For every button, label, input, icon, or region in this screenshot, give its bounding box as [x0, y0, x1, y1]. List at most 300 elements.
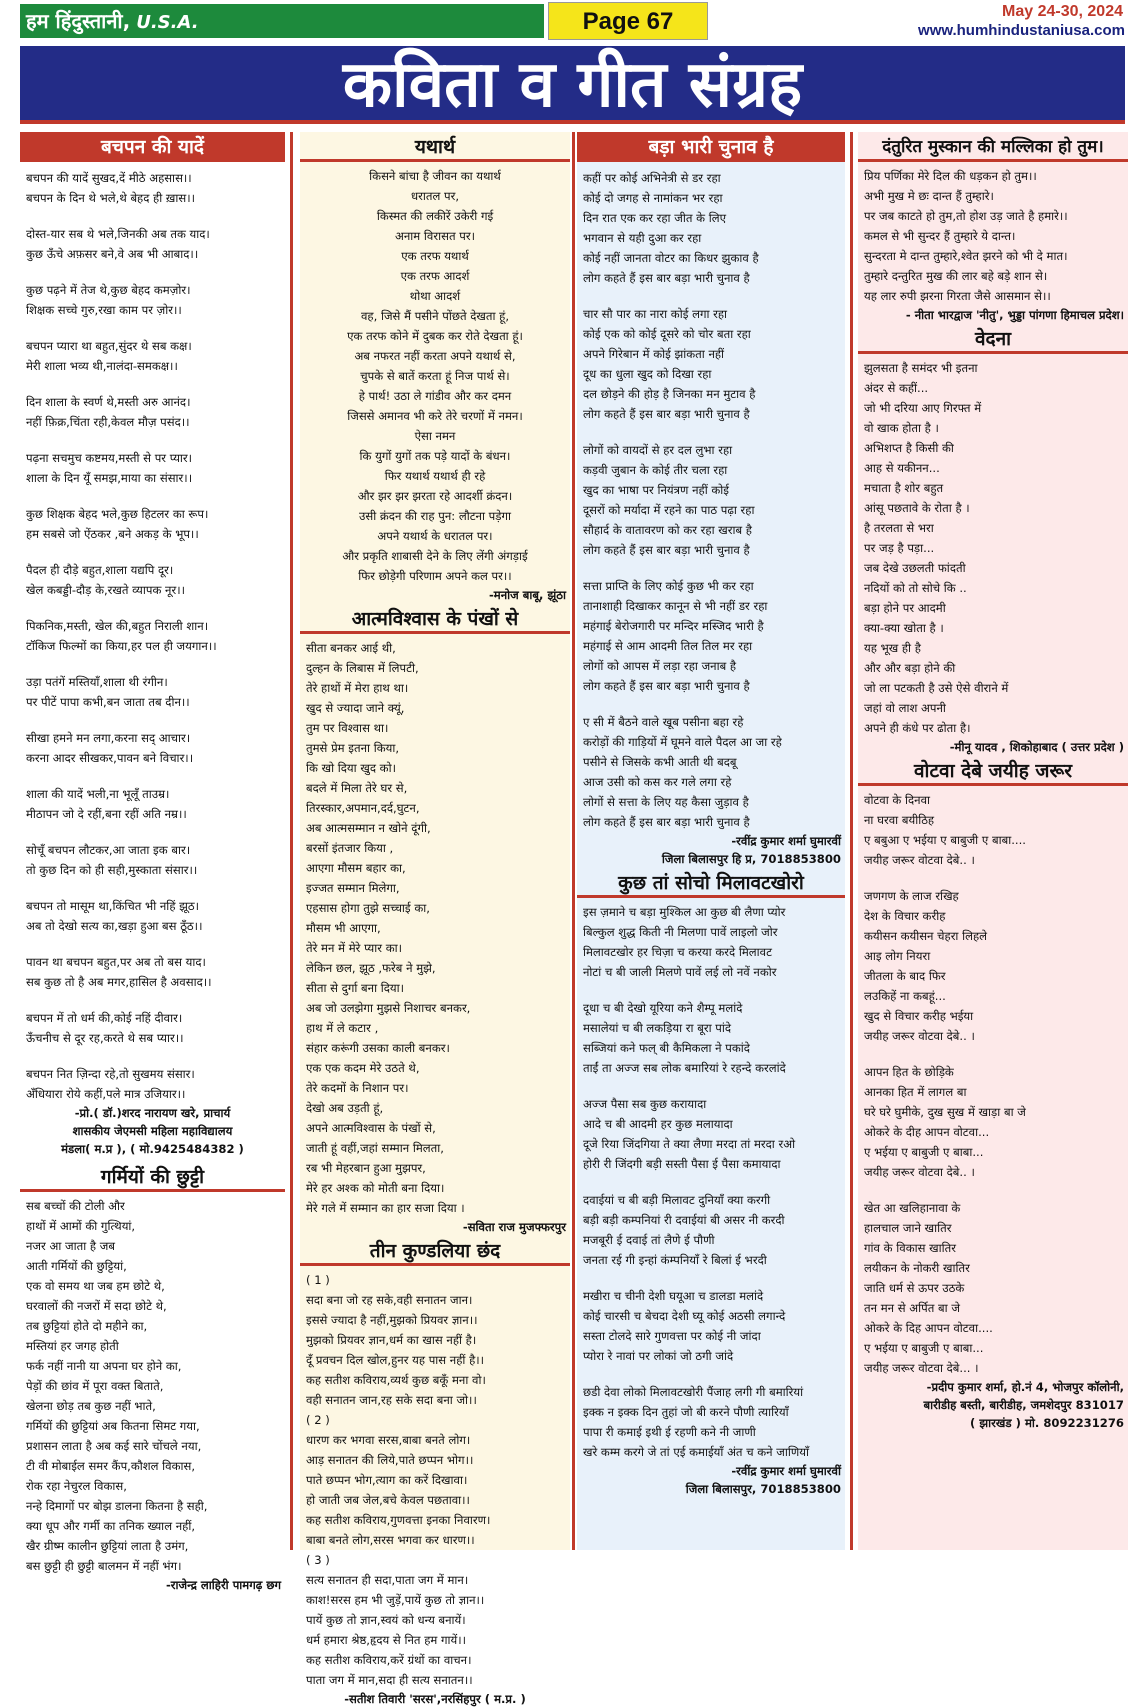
poem-line: बड़ा होने पर आदमी	[864, 601, 946, 615]
poem-line: वो खाक होता है ।	[864, 421, 939, 435]
poem-line: पर जड़ है पड़ा...	[864, 541, 935, 555]
poem-line: नन्हे दिमागों पर बोझ डालना कितना है सही,	[26, 1499, 208, 1513]
poem-line	[26, 600, 279, 616]
poem-line: आती गर्मियों की छुट्टियां,	[26, 1259, 127, 1273]
poem-line: नोटां च बी जाली मिलणे पावें लई लो नवें नकोर	[583, 965, 777, 979]
poem-line: यह लार रुपी झरना गिरता जैसे आसमान से।।	[864, 289, 1051, 303]
poem-line: लोग कहते हैं इस बार बड़ा भारी चुनाव है	[583, 815, 750, 829]
poem-author	[300, 1690, 570, 1708]
poem-line: जयीह जरूर वोटवा देबे.. ।	[864, 1029, 975, 1043]
poem-line: ऊँचनीच से दूर रह,करते थे सब प्यार।।	[26, 1031, 184, 1045]
poem-line: जाति धर्म से ऊपर उठके	[864, 1281, 965, 1295]
poem-author	[577, 832, 845, 868]
poem-line: मस्तियां हर जगह होती	[26, 1339, 119, 1353]
poem-line: देखो अब उड़ती हूं,	[306, 1101, 384, 1115]
poem-line	[26, 488, 279, 504]
poem-line: दूँ प्रवचन दिल खोल,हुनर यह पास नहीं है।।	[306, 1353, 485, 1367]
author-line: मंडला( म.प्र ), ( मो.9425484382 )	[61, 1142, 244, 1156]
poem-line: टॉकिज फिल्मों का किया,हर पल ही जयगान।।	[26, 639, 217, 653]
masthead	[20, 4, 544, 38]
poem-line: ऐसा नमन	[414, 429, 456, 443]
poem-line: इज्जत सम्मान मिलेगा,	[306, 881, 400, 895]
poem-line: कमल से भी सुन्दर हैं तुम्हारे ये दान्त।	[864, 229, 1016, 243]
poem-line: मजबूरी ई दवाई तां लैणे ई पौणी	[583, 1233, 715, 1247]
poem-line: करना आदर सीखकर,पावन बने विचार।।	[26, 751, 194, 765]
column-divider	[850, 132, 853, 1550]
author-line: -मीनू यादव , शिकोहाबाद ( उत्तर प्रदेश )	[949, 740, 1124, 754]
poem-line: मुझको प्रियवर ज्ञान,धर्म का खास नहीं है।	[306, 1333, 477, 1347]
poem-line	[26, 712, 279, 728]
poem-line: दिन रात एक कर रहा जीत के लिए	[583, 211, 726, 225]
poem-line: कोई नहीं जानता वोटर का किधर झुकाव है	[583, 251, 759, 265]
poem-line: सीता बनकर आई थी,	[306, 641, 396, 655]
poem-line: पाते छप्पन भोग,त्याग का करें दिखावा।	[306, 1473, 468, 1487]
poem-author	[577, 1462, 845, 1498]
poem-line: पसीने से जिसके कभी आती थी बदबू	[583, 755, 737, 769]
poem-author	[858, 1378, 1128, 1432]
poem-line: जहां वो लाश अपनी	[864, 701, 946, 715]
poem-line: अपने गिरेबान में कोई झांकता नहीं	[583, 347, 725, 361]
poem-line: जो ला पटकती है उसे ऐसे वीराने में	[864, 681, 1009, 695]
poem-line: ताईं ता अज्ज सब लोक बमारियां रे रहन्दे करलांदे	[583, 1061, 786, 1075]
poem-author	[20, 1576, 285, 1594]
poem-line: है तरलता से भरा	[864, 521, 934, 535]
poem-line: कयीसन कयीसन चेहरा लिहले	[864, 929, 988, 943]
poem-line: देश के विचार करीह	[864, 909, 946, 923]
poem-line: दुल्हन के लिबास में लिपटी,	[306, 661, 419, 675]
poem-line: दोस्त-यार सब थे भले,जिनकी अब तक याद।	[26, 227, 210, 241]
poem-line: आदे च बी आदमी हर कुछ मलायादा	[583, 1117, 733, 1131]
poem-author	[20, 1104, 285, 1158]
poem-line: पिकनिक,मस्ती, खेल की,बहुत निराली शान।	[26, 619, 209, 633]
poem-line: मेरे हर अश्क को मोती बना दिया।	[306, 1181, 445, 1195]
poem-line: सत्य सनातन ही सदा,पाता जग में मान।	[306, 1573, 469, 1587]
poem-line: अब आत्मसम्मान न खोने दूंगी,	[306, 821, 431, 835]
poem-line: कुछ पढ़ने में तेज थे,कुछ बेहद कमज़ोर।	[26, 283, 191, 297]
poem-line: ओकरे के दिह आपन वोटवा....	[864, 1321, 993, 1335]
poem-line	[26, 936, 279, 952]
poem-title: दंतुरित मुस्कान की मल्लिका हो तुम।	[858, 132, 1128, 162]
poem-line: हालचाल जाने खातिर	[864, 1221, 952, 1235]
poem-line: बाबा बनते लोग,सरस भगवा कर धारण।।	[306, 1533, 475, 1547]
column-4	[858, 132, 1128, 1550]
poem-line: धारण कर भगवा सरस,बाबा बनते लोग।	[306, 1433, 471, 1447]
poem-line: अँधियारा रोये कहीं,पले मात्र उजियार।।	[26, 1087, 186, 1101]
author-line: -प्रो.( डॉ.)शरद नारायण खरे, प्राचार्य	[74, 1106, 231, 1120]
poem-line: झुलसता है समंदर भी इतना	[864, 361, 978, 375]
poem-line: संहार करूंगी उसका काली बनकर।	[306, 1041, 450, 1055]
poem-line	[26, 320, 279, 336]
poem-line: बचपन के दिन थे भले,थे बेहद ही ख़ास।।	[26, 191, 196, 205]
poem-line: वह, जिसे मैं पसीने पोंछते देखता हूं,	[360, 309, 510, 323]
poem-line: थोथा आदर्श	[409, 289, 461, 303]
poem-line: प्रशासन लाता है अब कई सारे चोंचले नया,	[26, 1439, 202, 1453]
poem-line: पर जब काटते हो तुम,तो होश उड़ जाते है हमारे।।	[864, 209, 1068, 223]
author-line: -रवींद्र कुमार शर्मा घुमारवीं	[731, 1464, 841, 1478]
poem-line: तिरस्कार,अपमान,दर्द,घुटन,	[306, 801, 420, 815]
poem-line	[864, 1046, 1122, 1062]
poem-line	[583, 1078, 839, 1094]
poem-line: दूध का धुला खुद को दिखा रहा	[583, 367, 712, 381]
poem-author	[858, 738, 1128, 756]
poem-body	[577, 902, 845, 1462]
poem-line: मेरे गले में सम्मान का हार सजा दिया ।	[306, 1201, 465, 1215]
poem-line: ( 1 )	[306, 1273, 330, 1287]
poem-line	[26, 432, 279, 448]
poem-line: ( 2 )	[306, 1413, 330, 1427]
poem-line: सब बच्चों की टोली और	[26, 1199, 125, 1213]
poem-line: महंगाई बेरोजगारी पर मन्दिर मस्जिद भारी है	[583, 619, 764, 633]
poem-line: बिल्कुल शुद्ध किती नी मिलणा पावें लाइलो जोर	[583, 925, 778, 939]
poem-line: बदले में मिला तेरे घर से,	[306, 781, 408, 795]
poem-line: होरी री जिंदगी बड़ी सस्ती पैसा ई पैसा कमायादा	[583, 1157, 781, 1171]
poem-line: आड़ सनातन की लिये,पाते छप्पन भोग।।	[306, 1453, 474, 1467]
poem-line: अब तो देखो सत्य का,खड़ा हुआ बस ठूँठ।।	[26, 919, 203, 933]
poem-line: सब्जियां कने फल् बी कैमिकला ने पकांदे	[583, 1041, 750, 1055]
poem-body	[577, 168, 845, 832]
poem-line: कि खो दिया खुद को।	[306, 761, 396, 775]
poem-line	[26, 208, 279, 224]
poem-line: ए बबुआ ए भईया ए बाबुजी ए बाबा....	[864, 833, 1026, 847]
poem-line: आज उसी को कस कर गले लगा रहे	[583, 775, 732, 789]
poem-line: बड़ी बड़ी कम्पनियां री दवाईयां बी असर नी करदी	[583, 1213, 785, 1227]
poem-line: उसी क्रंदन की राह पुन: लौटना पड़ेगा	[359, 509, 511, 523]
poem-line: और और बड़ा होने की	[864, 661, 956, 675]
poem-line: कोई एक को कोई दूसरे को चोर बता रहा	[583, 327, 751, 341]
poem-line: सत्ता प्राप्ति के लिए कोई कुछ भी कर रहा	[583, 579, 754, 593]
poem-author	[300, 586, 570, 604]
poem-title: गर्मियों की छुट्टी	[20, 1162, 285, 1192]
poem-title: वोटवा देबे जयीह जरूर	[858, 756, 1128, 786]
poem-line: ए भईया ए बाबुजी ए बाबा...	[864, 1145, 984, 1159]
poem-line	[26, 264, 279, 280]
poem-line: छडी देवा लोको मिलावटखोरी पैंजाह लगी गी बमारियां	[583, 1385, 804, 1399]
poem-line: किसने बांचा है जीवन का यथार्थ	[369, 169, 501, 183]
poem-line: तन मन से अर्पित बा जे	[864, 1301, 960, 1315]
poem-line	[26, 824, 279, 840]
poem-line: आह से यकीनन...	[864, 461, 940, 475]
poem-line: तुम पर विश्वास था।	[306, 721, 389, 735]
poem-line: अपने ही कंधे पर ढोता है।	[864, 721, 971, 735]
poem-line: तुमसे प्रेम इतना किया,	[306, 741, 400, 755]
poem-line: आंसू पछतावे के रोता है ।	[864, 501, 970, 515]
poem-line: कोई चारसी च बेचदा देशी घ्यू कोई अठसी लगान्दे	[583, 1309, 786, 1323]
poem-line: अपने यथार्थ के धरातल पर।	[377, 529, 493, 543]
poem-line: दवाईयां च बी बड़ी मिलावट दुनियाँ क्या करगी	[583, 1193, 771, 1207]
poem-title: तीन कुण्डलिया छंद	[300, 1236, 570, 1266]
poem-line: खेल कबड्डी-दौड़ के,रखते व्यापक नूर।।	[26, 583, 186, 597]
poem-line: फर्क नहीं नानी या अपना घर होने का,	[26, 1359, 182, 1373]
poem-line: कोई दो जगह से नामांकन भर रहा	[583, 191, 723, 205]
poem-line: धर्म हमारा श्रेष्ठ,हृदय से नित हम गायें।।	[306, 1633, 467, 1647]
poem-line	[583, 696, 839, 712]
poem-line: दूजे रिया जिंदगिया ते क्या लैणा मरदा तां मरदा रओ	[583, 1137, 796, 1151]
poem-line	[26, 992, 279, 1008]
author-line: -रवींद्र कुमार शर्मा घुमारवीं	[731, 834, 841, 848]
poem-line: हाथों में आमों की गुत्थियां,	[26, 1219, 136, 1233]
poem-line: दूसरों को मर्यादा में रहने का पाठ पढ़ा रहा	[583, 503, 755, 517]
poem-line: रब भी मेहरबान हुआ मुझपर,	[306, 1161, 426, 1175]
poem-body	[300, 638, 570, 1218]
poem-line: फिर यथार्थ यथार्थ ही रहे	[384, 469, 486, 483]
poem-line: हो जाती जब जेल,बचे केवल पछतावा।।	[306, 1493, 470, 1507]
poem-line	[26, 656, 279, 672]
poem-line: इससे ज्यादा है नहीं,मुझको प्रियवर ज्ञान।।	[306, 1313, 478, 1327]
poem-line: काश!सरस हम भी जुड़ें,पायें कुछ तो ज्ञान।।	[306, 1593, 485, 1607]
poem-line: कि युगों युगों तक पड़े यादों के बंधन।	[359, 449, 511, 463]
paper-region: U.S.A.	[136, 12, 199, 33]
poem-line: सस्ता टोलदे सारे गुणवत्ता पर कोई नी जांदा	[583, 1329, 761, 1343]
poem-line: टी वी मोबाईल समर कैंप,कौशल विकास,	[26, 1459, 196, 1473]
poem-line	[26, 544, 279, 560]
poem-line: भगवान से यही दुआ कर रहा	[583, 231, 702, 245]
author-line: जिला बिलासपुर, 7018853800	[685, 1482, 841, 1496]
poem-line: लोग कहते हैं इस बार बड़ा भारी चुनाव है	[583, 679, 750, 693]
author-line: जिला बिलासपुर हि प्र, 7018853800	[661, 852, 841, 866]
poem-line: दूधा च बी देखो यूरिया कने शैम्पू मलांदे	[583, 1001, 743, 1015]
poem-line: खरे कम्म करगे जे तां एई कमाईयाँ अंत च कने जाणियाँ	[583, 1445, 810, 1459]
poem-line: जब देखे उछलती फांदती	[864, 561, 966, 575]
poem-line: बचपन की यादें सुखद,दें मीठे अहसास।।	[26, 171, 192, 185]
poem-line: लोगों को वायदों से हर दल लुभा रहा	[583, 443, 733, 457]
poem-line: नदियों को तो सोचे कि ..	[864, 581, 967, 595]
poem-line: ना घरवा बयीठिह	[864, 813, 935, 827]
poem-line: पावन था बचपन बहुत,पर अब तो बस याद।	[26, 955, 206, 969]
poem-line: लयीकन के नोकरी खातिर	[864, 1261, 970, 1275]
poem-line: एक तरफ आदर्श	[400, 269, 470, 283]
poem-line	[864, 870, 1122, 886]
poem-line: आपन हित के छोड़िके	[864, 1065, 954, 1079]
poem-line: लोगों को आपस में लड़ा रहा जनाब है	[583, 659, 737, 673]
poem-line: आइ लोग नियरा	[864, 949, 931, 963]
poem-line: कह सतीश कविराय,व्यर्थ कुछ बकूँ मना वो।	[306, 1373, 486, 1387]
poem-line: सब कुछ तो है अब मगर,हासिल है अवसाद।।	[26, 975, 212, 989]
poem-line: यह भूख ही है	[864, 641, 921, 655]
poem-line: जनता रई गी इन्हां कंम्पनियाँ रे बिलां ई भरदी	[583, 1253, 767, 1267]
poem-line: कुछ ऊँचे अफ़सर बने,वे अब भी आबाद।।	[26, 247, 199, 261]
poem-line: लेकिन छल, झूठ ,फरेब ने मुझे,	[306, 961, 436, 975]
poem-line: लोग कहते हैं इस बार बड़ा भारी चुनाव है	[583, 271, 750, 285]
author-line: शासकीय जेएमसी महिला महाविद्यालय	[72, 1124, 233, 1138]
poem-line: मसालेयां च बी लकड़िया रा बूरा पांदे	[583, 1021, 732, 1035]
poem-line: दिन शाला के स्वर्ण थे,मस्ती अरु आनंद।	[26, 395, 191, 409]
poem-line: जयीह जरूर वोटवा देबे.. ।	[864, 853, 975, 867]
poem-line: सोचूँ बचपन लौटकर,आ जाता इक बार।	[26, 843, 191, 857]
poem-line: तेरे हाथों में मेरा हाथ था।	[306, 681, 409, 695]
poem-line: पढ़ना सचमुच कष्टमय,मस्ती से पर प्यार।	[26, 451, 193, 465]
poem-line: किस्मत की लकीरें उकेरी गई	[376, 209, 494, 223]
poem-body	[858, 790, 1128, 1378]
poem-line: ए भईया ए बाबुजी ए बाबा...	[864, 1341, 984, 1355]
poem-line: इस ज़माने च बड़ा मुश्किल आ कुछ बी लैणा प्योर	[583, 905, 786, 919]
poem-line	[583, 288, 839, 304]
column-1	[20, 132, 285, 1592]
poem-line: मौसम भी आएगा,	[306, 921, 381, 935]
poem-line: गर्मियों की छुट्टियां अब कितना सिमट गया,	[26, 1419, 200, 1433]
poem-line: एक एक कदम मेरे उठते थे,	[306, 1061, 420, 1075]
poem-line: हाथ में ले कटार ,	[306, 1021, 379, 1035]
poem-line: मेरी शाला भव्य थी,नालंदा-समकक्ष।।	[26, 359, 178, 373]
poem-title: आत्मविश्वास के पंखों से	[300, 604, 570, 634]
poem-line: कड़वी जुबान के कोई तीर चला रहा	[583, 463, 728, 477]
poem-line: तब छुट्टियां होते दो महीने का,	[26, 1319, 148, 1333]
poem-line: मिलावटखोर हर चिज़ा च करया करदे मिलावट	[583, 945, 772, 959]
column-2	[300, 132, 570, 1706]
poem-line: ( 3 )	[306, 1553, 330, 1567]
poem-line: खुद का भाषा पर नियंत्रण नहीं कोई	[583, 483, 729, 497]
poem-line: दल छोड़ने की होड़ है जिनका मन मुटाव है	[583, 387, 756, 401]
poem-title: यथार्थ	[300, 132, 570, 162]
poem-line: चुपके से बातें करता हूं निज पार्थ से।	[360, 369, 510, 383]
poem-line: कह सतीश कविराय,गुणवत्ता इनका निवारण।	[306, 1513, 491, 1527]
poem-line: लोगों से सत्ता के लिए यह कैसा जुड़ाव है	[583, 795, 749, 809]
poem-body	[20, 1196, 285, 1576]
author-line: - नीता भारद्वाज 'नीतु', भुड्डा पांगणा हिमाचल प्रदेश।	[905, 308, 1124, 322]
poem-line: मचाता है शोर बहुत	[864, 481, 944, 495]
poem-line	[583, 560, 839, 576]
author-line: -मनोज बाबू, झूंठा	[488, 588, 566, 602]
poem-line: खुद से विचार करीह भईया	[864, 1009, 974, 1023]
author-line: -प्रदीप कुमार शर्मा, हो.नं 4, भोजपुर कॉलोनी,	[926, 1380, 1124, 1394]
section-banner	[20, 46, 1125, 124]
poem-line: जाती हूं वहीं,जहां सम्मान मिलता,	[306, 1141, 444, 1155]
poem-line: वही सनातन जान,रह सके सदा बना जो।।	[306, 1393, 477, 1407]
poem-line	[583, 1174, 839, 1190]
poem-line: जयीह जरूर वोटवा देबे.. ।	[864, 1165, 975, 1179]
poem-line	[26, 1048, 279, 1064]
poem-line: करोड़ों की गाड़ियों में घूमने वाले पैदल आ जा रहे	[583, 735, 782, 749]
poem-line: आनका हित में लागल बा	[864, 1085, 967, 1099]
poem-line: महंगाई से आम आदमी तिल तिल मर रहा	[583, 639, 753, 653]
poem-line: कहीं पर कोई अभिनेत्री से डर रहा	[583, 171, 721, 185]
poem-author	[300, 1218, 570, 1236]
poem-line: कह सतीश कविराय,करें ग्रंथों का वाचन।	[306, 1653, 472, 1667]
poem-line: खेलना छोड़ तब कुछ नहीं भाते,	[26, 1399, 156, 1413]
poem-line	[583, 424, 839, 440]
author-line: -सतीश तिवारी 'सरस',नरसिंहपुर ( म.प्र. )	[344, 1692, 526, 1706]
poem-line: क्या धूप और गर्मी का तनिक ख्याल नहीं,	[26, 1519, 196, 1533]
poem-line: खेत आ खलिहानावा के	[864, 1201, 961, 1215]
poem-line: सदा बना जो रह सके,वही सनातन जान।	[306, 1293, 473, 1307]
column-divider	[290, 132, 293, 1550]
poem-line: एक तरफ यथार्थ	[401, 249, 469, 263]
poem-line: पैदल ही दौड़े बहुत,शाला यद्यपि दूर।	[26, 563, 174, 577]
poem-line: लउकिहें ना कबहूं...	[864, 989, 946, 1003]
poem-line: जीतला के बाद फिर	[864, 969, 946, 983]
poem-line: ओकरे के दीह आपन वोटवा...	[864, 1125, 990, 1139]
author-line: -राजेन्द्र लाहिरी पामगढ़ छग	[165, 1578, 281, 1592]
banner-title: कविता व गीत संग्रह	[342, 48, 803, 122]
poem-line: सीता से दुर्गा बना दिया।	[306, 981, 405, 995]
poem-line: तेरे कदमों के निशान पर।	[306, 1081, 409, 1095]
poem-line: प्योरा रे नावां पर लोकां जो ठगी जांदे	[583, 1349, 734, 1363]
poem-line: अज्ज पैसा सब कुछ करायादा	[583, 1097, 707, 1111]
poem-body	[20, 168, 285, 1104]
poem-line: हे पार्थ! उठा ले गांडीव और कर दमन	[358, 389, 512, 403]
poem-line: चार सौ पार का नारा कोई लगा रहा	[583, 307, 728, 321]
poem-line	[26, 376, 279, 392]
poem-line: मखीरा च चीनी देशी घयूआ च डालडा मलांदे	[583, 1289, 764, 1303]
poem-line: तानाशाही दिखाकर कानून से भी नहीं डर रहा	[583, 599, 768, 613]
poem-line: शाला के दिन यूँ समझ,माया का संसार।।	[26, 471, 193, 485]
poem-line	[26, 768, 279, 784]
poem-line: जणगण के लाज रखिह	[864, 889, 959, 903]
poem-line: अब जो उलझेगा मुझसे निशाचर बनकर,	[306, 1001, 471, 1015]
author-line: -सविता राज मुजफ्फरपुर	[462, 1220, 566, 1234]
poem-title: बचपन की यादें	[20, 132, 285, 162]
poem-line: अभिशप्त है किसी की	[864, 441, 954, 455]
poem-title: कुछ तां सोचो मिलावटखोरो	[577, 868, 845, 898]
poem-line: खैर ग्रीष्म कालीन छुट्टियां लाता है उमंग,	[26, 1539, 189, 1553]
poem-line: अंदर से कहीं...	[864, 381, 929, 395]
column-divider	[572, 132, 575, 1550]
poem-line: एक तरफ कोने में दुबक कर रोते देखता हूं।	[347, 329, 523, 343]
poem-line: नजर आ जाता है जब	[26, 1239, 115, 1253]
poem-title: बड़ा भारी चुनाव है	[577, 132, 845, 162]
poem-line: जिससे अमानव भी करे तेरे चरणों में नमन।	[347, 409, 523, 423]
poem-line: खुद से ज्यादा जाने क्यूं,	[306, 701, 405, 715]
poem-line: घरे घरे घुमीके, दुख सुख में खाड़ा बा जे	[864, 1105, 1026, 1119]
page-number: Page 67	[548, 2, 708, 40]
website-link[interactable]: www.humhindustaniusa.com	[918, 22, 1125, 39]
poem-line: पेड़ों की छांव में पूरा वक्त बिताते,	[26, 1379, 164, 1393]
poem-line: इक्क न इक्क दिन तुहां जो बी करने पौणी त्यारियाँ	[583, 1405, 789, 1419]
poem-line: बचपन में तो धर्म की,कोई नहिं दीवार।	[26, 1011, 183, 1025]
poem-line: घरवालों की नजरों में सदा छोटे थे,	[26, 1299, 167, 1313]
poem-line: गांव के विकास खातिर	[864, 1241, 956, 1255]
poem-line: सीखा हमने मन लगा,करना सद् आचार।	[26, 731, 191, 745]
poem-line: पायें कुछ तो ज्ञान,स्वयं को धन्य बनायें।	[306, 1613, 466, 1627]
poem-line: जो भी दरिया आए गिरफ्त में	[864, 401, 982, 415]
poem-line: अनाम विरासत पर।	[395, 229, 475, 243]
poem-line: अपने आत्मविश्वास के पंखों से,	[306, 1121, 436, 1135]
poem-line: बरसों इंतजार किया ,	[306, 841, 394, 855]
poem-line: तेरे मन में मेरे प्यार का।	[306, 941, 403, 955]
poem-line: उड़ा पतंगें मस्तियाँ,शाला थी रंगीन।	[26, 675, 168, 689]
poem-line: और झर झर झरता रहे आदर्शी क्रंदन।	[357, 489, 513, 503]
poem-line: अब नफरत नहीं करता अपने यथार्थ से,	[354, 349, 516, 363]
poem-line: मीठापन जो दे रहीं,बना रहीं अति नम्र।।	[26, 807, 187, 821]
poem-body	[300, 166, 570, 586]
poem-line: फिर छोड़ेगी परिणाम अपने कल पर।।	[358, 569, 512, 583]
poem-line: बस छुट्टी ही छुट्टी बालमन में नहीं भंग।	[26, 1559, 182, 1573]
poem-line: और प्रकृति शाबासी देने के लिए लेंगी अंगड़ाई	[342, 549, 528, 563]
poem-body	[300, 1270, 570, 1690]
poem-line: रोक रहा नेचुरल विकास,	[26, 1479, 127, 1493]
poem-line: क्या-क्या खोता है ।	[864, 621, 944, 635]
poem-line: अभी मुख मे छः दान्त हैं तुम्हारे।	[864, 189, 994, 203]
poem-line: बचपन तो मासूम था,किंचित भी नहिं झूठ।	[26, 899, 200, 913]
author-line: बारीडीह बस्ती, बारीडीह, जमशेदपुर 831017	[923, 1398, 1124, 1412]
poem-line: पापा री कमाई इथी ई रहणी कने नी जाणी	[583, 1425, 756, 1439]
page-header	[0, 0, 1135, 44]
poem-line: धरातल पर,	[410, 189, 460, 203]
poem-line: पाता जग में मान,सदा ही सत्य सनातन।।	[306, 1673, 473, 1687]
poem-line	[583, 982, 839, 998]
poem-line: हम सबसे जो ऐंठकर ,बने अकड़ के भूप।।	[26, 527, 199, 541]
poem-body	[858, 166, 1128, 306]
poem-line: लोग कहते हैं इस बार बड़ा भारी चुनाव है	[583, 407, 750, 421]
poem-author	[858, 306, 1128, 324]
poem-line: एक वो समय था जब हम छोटे थे,	[26, 1279, 165, 1293]
poem-line: बचपन नित ज़िन्दा रहे,तो सुखमय संसार।	[26, 1067, 195, 1081]
poem-line: शिक्षक सच्चे गुरु,रखा काम पर ज़ोर।।	[26, 303, 182, 317]
poem-line: सुन्दरता मे दान्त तुम्हारे,श्वेत झरने को भी दे मात।	[864, 249, 1068, 263]
poem-line: ए सी में बैठने वाले खूब पसीना बहा रहे	[583, 715, 744, 729]
poem-line	[583, 1270, 839, 1286]
poem-line: पर पीटें पापा कभी,बन जाता तब दीन।।	[26, 695, 190, 709]
poem-line: जयीह जरूर वोटवा देबे... ।	[864, 1361, 979, 1375]
